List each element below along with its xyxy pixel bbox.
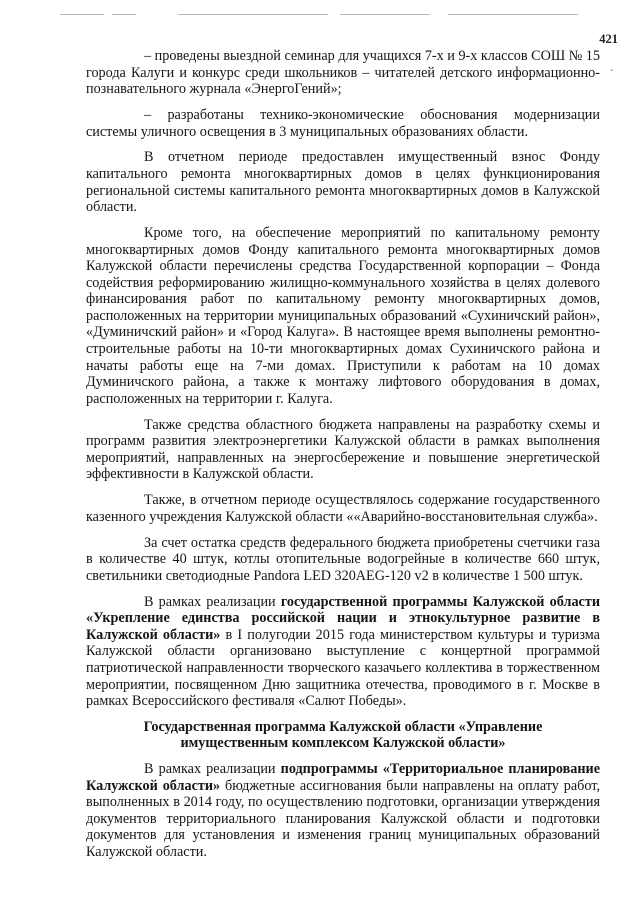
scan-artifact-line [340, 14, 430, 15]
paragraph [86, 48, 600, 98]
paragraph [86, 225, 600, 408]
text-run: Также, в отчетном периоде осуществлялось содержание государственного казенного учреждения Калужской области ««Аварийно-восстановительная служба». [86, 492, 600, 525]
page-number: 421 [599, 32, 618, 46]
text-run: бюджетные ассигнования были направлены на оплату работ, выполненных в 2014 году, по осуществлению подготовки, организации утверждения документов территориального планирования Калужской области и подготовки документов для установления и изменения границ муниципальных образований Калужской области. [86, 777, 600, 861]
document-body [86, 48, 600, 870]
text-run: – проведены выездной семинар для учащихся 7-х и 9-х классов СОШ № 15 города Калуги и конкурс среди школьников – читателей детского информационно-познавательного журнала «ЭнергоГений»; [86, 48, 600, 98]
text-run: Также средства областного бюджета направлены на разработку схемы и программ развития электроэнергетики Калужской области в рамках выполнения мероприятий, направленных на энергосбережение и повышение энергетической эффективности в Калужской области. [86, 416, 600, 483]
scan-artifact-line [112, 14, 136, 15]
paragraph [86, 761, 600, 861]
paragraph [86, 107, 600, 140]
paragraph [86, 535, 600, 585]
paragraph [86, 417, 600, 483]
text-run: За счет остатка средств федерального бюджета приобретены счетчики газа в количестве 40 штук, котлы отопительные водогрейные в количестве 660 штук, светильники светодиодные Pandora LED 320AEG-120 v2 в количестве 1 500 штук. [86, 534, 600, 584]
scan-artifact-line [448, 14, 578, 15]
bold-text: государственной программы Калужской области «Укрепление единства российской нации и этнокультурное развитие в Калужской области» [86, 593, 600, 643]
text-run: Кроме того, на обеспечение мероприятий по капитальному ремонту многоквартирных домов Фонду капитального ремонта многоквартирных домов Калужской области перечислены средства Государственной корпорации – Фонда содействия реформированию жилищно-коммунального хозяйства в целях долевого финансирования работ по капитальному ремонту многоквартирных домов, расположенных на территории муниципальных образований «Сухиничский район», «Думиничский район» и «Город Калуга». В настоящее время выполнены ремонтно-строительные работы на 10-ти многоквартирных домах Сухиничского района и начаты работы еще на 7-ми домах. Приступили к работам на 10 домах Думиничского района, а также к монтажу лифтового оборудования в домах, расположенных на территории г. Калуга. [86, 224, 600, 407]
scan-artifact-line [60, 14, 104, 15]
text-run: В рамках реализации [144, 761, 281, 778]
section-heading [86, 719, 600, 752]
scan-artifact-line [178, 14, 328, 15]
bold-text: подпрограммы «Территориальное планирование Калужской области» [86, 761, 600, 794]
text-run: В отчетном периоде предоставлен имущественный взнос Фонду капитального ремонта многоквартирных домов в целях функционирования региональной системы капитального ремонта многоквартирных домов в Калужской области. [86, 149, 600, 216]
text-run: в I полугодии 2015 года министерством культуры и туризма Калужской области организовано выступление с концертной программой патриотической направленности творческого казачьего коллектива в торжественном мероприятии, посвященном Дню защитника отечества, проводимого в г. Москве в рамках Всероссийского фестиваля «Салют Победы». [86, 626, 600, 710]
text-run: – разработаны технико-экономические обоснования модернизации системы уличного освещения в 3 муниципальных образованиях области. [86, 106, 600, 140]
paragraph [86, 149, 600, 215]
bold-text: Государственная программа Калужской области «Управление имущественным комплексом Калужской области» [143, 718, 543, 752]
text-run: В рамках реализации [144, 593, 281, 610]
paragraph [86, 594, 600, 710]
paragraph [86, 492, 600, 525]
scan-tick-mark: · [609, 64, 614, 79]
